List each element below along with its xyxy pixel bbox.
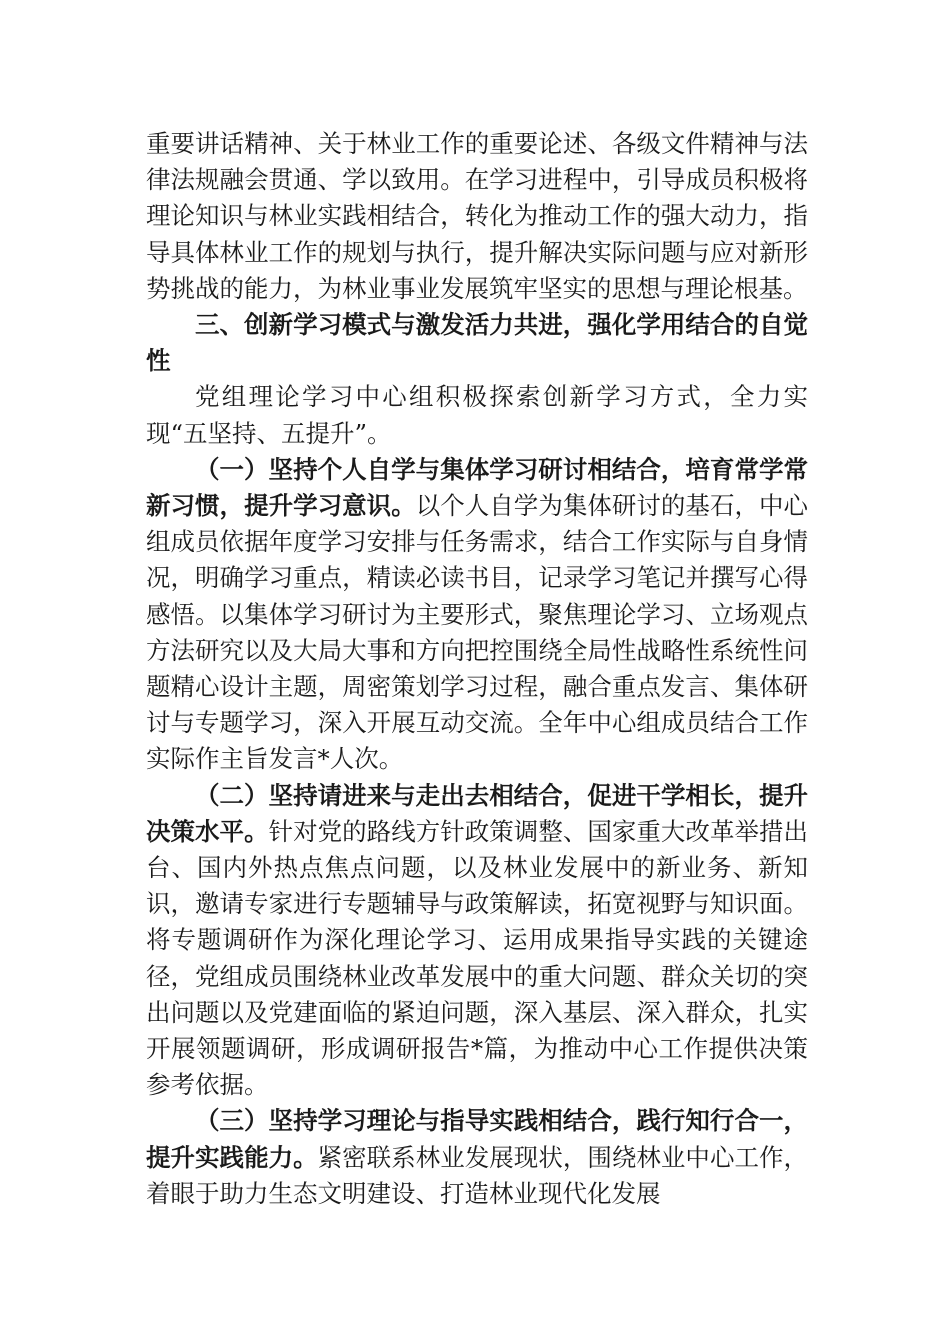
item-body-1: 以个人自学为集体研讨的基石，中心组成员依据年度学习安排与任务需求，结合工作实际与自身情况，明确学习重点，精读必读书目，记录学习笔记并撰写心得感悟。以集体学习研讨为主要形式，聚焦理论学习、立场观点方法研究以及大局大事和方向把控围绕全局性战略性系统性问题精心设计主题，周密策划学习过程，融合重点发言、集体研讨与专题学习，深入开展互动交流。全年中心组成员结合工作实际作主旨发言*人次。	[146, 491, 809, 774]
intro-paragraph: 重要讲话精神、关于林业工作的重要论述、各级文件精神与法律法规融会贯通、学以致用。在学习进程中，引导成员积极将理论知识与林业实践相结合，转化为推动工作的强大动力，指导具体林业工作的规划与执行，提升解决实际问题与应对新形势挑战的能力，为林业事业发展筑牢坚实的思想与理论根基。	[146, 129, 808, 303]
item-lead-2: （二）坚持请进来与走出去相结合，促进干学相长，提升决策水平。	[146, 780, 808, 846]
document-page	[146, 126, 808, 1212]
item-lead-3: （三）坚持学习理论与指导实践相结合，践行知行合一，提升实践能力。	[146, 1106, 808, 1172]
item-paragraph-1	[146, 452, 808, 778]
item-body-3: 紧密联系林业发展现状，围绕林业中心工作，着眼于助力生态文明建设、打造林业现代化发展	[146, 1142, 809, 1208]
item-lead-1: （一）坚持个人自学与集体学习研讨相结合，培育常学常新习惯，提升学习意识。	[146, 454, 808, 521]
section-intro-paragraph: 党组理论学习中心组积极探索创新学习方式，全力实现“五坚持、五提升”。	[146, 382, 808, 448]
item-paragraph-2	[146, 778, 808, 1104]
item-paragraph-3	[146, 1103, 808, 1212]
section-heading: 三、创新学习模式与激发活力共进，强化学用结合的自觉性	[146, 310, 808, 376]
item-body-2: 针对党的路线方针政策调整、国家重大改革举措出台、国内外热点焦点问题，以及林业发展中的新业务、新知识，邀请专家进行专题辅导与政策解读，拓宽视野与知识面。将专题调研作为深化理论学习、运用成果指导实践的关键途径，党组成员围绕林业改革发展中的重大问题、群众关切的突出问题以及党建面临的紧迫问题，深入基层、深入群众，扎实开展领题调研，形成调研报告*篇，为推动中心工作提供决策参考依据。	[146, 816, 809, 1100]
